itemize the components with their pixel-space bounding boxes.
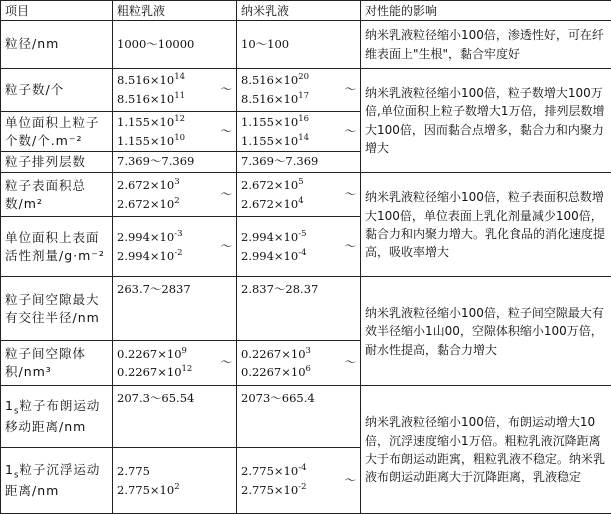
coarse-value: 1000～10000	[113, 21, 237, 69]
row-label: 粒子表面积总数/m²	[1, 173, 113, 217]
nano-value: $1.155\times 10^{16}$ $1.155\times 10^{14}$ ～	[237, 112, 361, 152]
row-label: $1_s$粒子沉浮运动距离/nm	[1, 448, 113, 514]
row-label: 粒子间空隙最大有交往半径/nm	[1, 277, 113, 341]
effect-text: 纳米乳液粒径缩小100倍，粒子表面积总数增大100倍，单位表面上乳化剂量减少100倍，黏合力和内聚力增大。乳化食品的消化速度提高，吸收率增大	[361, 173, 611, 277]
row-label: 单位面积上粒子个数/个.m⁻²	[1, 112, 113, 152]
coarse-value: 207.3～65.54	[113, 386, 237, 448]
table-row	[1, 69, 611, 112]
nano-value: $0.2267\times 10^3$ $0.2267\times 10^6$ ～	[237, 341, 361, 386]
nano-value: $2.775\times 10^{-4}$ $2.775\times 10^{-2}$ ～	[237, 448, 361, 514]
range-tilde: ～	[221, 81, 233, 99]
coarse-value: $1.155\times 10^{12}$ $1.155\times 10^{10}$ ～	[113, 112, 237, 152]
header-item: 项目	[1, 1, 113, 21]
row-label: 粒子间空隙体积/nm³	[1, 341, 113, 386]
range-tilde: ～	[345, 238, 357, 256]
range-tilde: ～	[221, 123, 233, 141]
effect-text: 纳米乳液粒径缩小100倍，渗透性好，可在纤维表面上"生根"，黏合牢度好	[361, 21, 611, 69]
header-coarse: 粗粒乳液	[113, 1, 237, 21]
effect-text: 纳米乳液粒径缩小100倍，布朗运动增大10倍，沉浮速度缩小1万倍。粗粒乳液沉降距离大于布朗运动距寓，粗粒乳液不稳定。纳米乳液布朗运动距离大于沉降距离，乳液稳定	[361, 386, 611, 514]
row-label: 粒子排列层数	[1, 152, 113, 173]
range-tilde: ～	[345, 81, 357, 99]
header-nano: 纳米乳液	[237, 1, 361, 21]
effect-text: 纳米乳液粒径缩小100倍，粒子数增大100万倍,单位面积上粒子数增大1万倍，排列层数增大100倍，因而黏合点增多，黏合力和内聚力增大	[361, 69, 611, 173]
nano-value: 2073～665.4	[237, 386, 361, 448]
coarse-value: 7.369～7.369	[113, 152, 237, 173]
nano-value: 7.369～7.369	[237, 152, 361, 173]
coarse-value: 263.7～2837	[113, 277, 237, 341]
coarse-value: $2.994\times 10^{-3}$ $2.994\times 10^{-2}$ ～	[113, 217, 237, 277]
nano-value: $2.672\times 10^5$ $2.672\times 10^4$ ～	[237, 173, 361, 217]
nano-value: $2.994\times 10^{-5}$ $2.994\times 10^{-4}$ ～	[237, 217, 361, 277]
nano-value: $8.516\times 10^{20}$ $8.516\times 10^{17}$ ～	[237, 69, 361, 112]
header-row	[1, 1, 611, 21]
nano-value: 2.837～28.37	[237, 277, 361, 341]
coarse-value: 2.775 $2.775\times 10^2$	[113, 448, 237, 514]
row-label: 粒径/nm	[1, 21, 113, 69]
coarse-value: $0.2267\times 10^9$ $0.2267\times 10^{12}$ ～	[113, 341, 237, 386]
row-label: 粒子数/个	[1, 69, 113, 112]
row-label: $1_s$粒子布朗运动移动距离/nm	[1, 386, 113, 448]
nano-value: 10～100	[237, 21, 361, 69]
table-row	[1, 21, 611, 69]
effect-text: 纳米乳液粒径缩小100倍，粒子间空隙最大有效半径缩小1山00，空隙体积缩小100万倍，耐水性提高，黏合力增大	[361, 277, 611, 386]
row-label: 单位面积上表面活性剂量/g·m⁻²	[1, 217, 113, 277]
header-effect: 对性能的影响	[361, 1, 611, 21]
range-tilde: ～	[221, 355, 233, 373]
range-tilde: ～	[345, 123, 357, 141]
table-row	[1, 386, 611, 448]
coarse-value: $2.672\times 10^3$ $2.672\times 10^2$ ～	[113, 173, 237, 217]
range-tilde: ～	[345, 355, 357, 373]
range-tilde: ～	[345, 472, 357, 490]
range-tilde: ～	[221, 238, 233, 256]
range-tilde: ～	[221, 186, 233, 204]
range-tilde: ～	[345, 186, 357, 204]
table-row	[1, 277, 611, 341]
coarse-value: $8.516\times 10^{14}$ $8.516\times 10^{11}$ ～	[113, 69, 237, 112]
table-row	[1, 173, 611, 217]
